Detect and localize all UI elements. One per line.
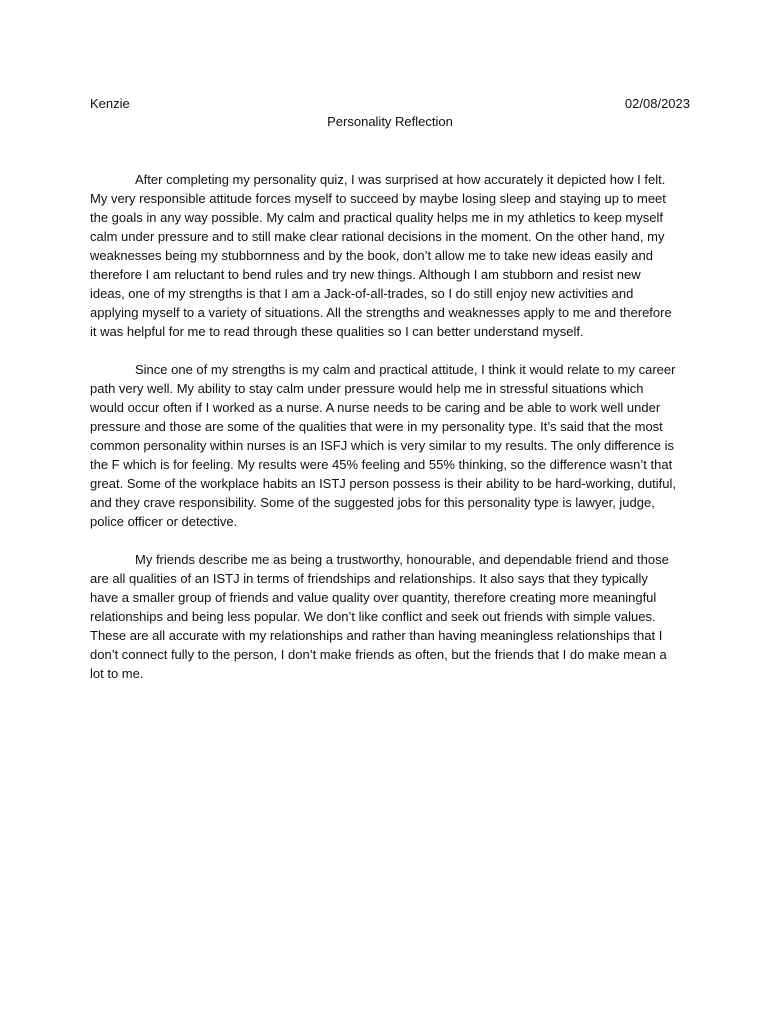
document-header [90, 95, 690, 113]
author-name: Kenzie [90, 96, 130, 111]
document-date: 02/08/2023 [624, 96, 690, 111]
document-body [90, 170, 678, 702]
document-title: Personality Reflection [327, 114, 453, 129]
paragraph-3: My friends describe me as being a trustworthy, honourable, and dependable friend and those are all qualities of an ISTJ in terms of friendships and relationships. It also says that they typically have a smaller group of friends and value quality over quantity, therefore creating more meaningful relationships and being less popular. We don’t like conflict and seek out friends with simple values. These are all accurate with my relationships and rather than having meaningless relationships that I don’t connect fully to the person, I don’t make friends as often, but the friends that I do make mean a lot to me. [90, 552, 669, 681]
paragraph-2: Since one of my strengths is my calm and practical attitude, I think it would relate to my career path very well. My ability to stay calm under pressure would help me in stressful situations which would occur often if I worked as a nurse. A nurse needs to be caring and be able to work well under pressure and those are some of the qualities that were in my personality type. It’s said that the most common personality within nurses is an ISFJ which is very similar to my results. The only difference is the F which is for feeling. My results were 45% feeling and 55% thinking, so the difference wasn’t that great. Some of the workplace habits an ISTJ person possess is their ability to be hard-working, dutiful, and they crave responsibility. Some of the suggested jobs for this personality type is lawyer, judge, police officer or detective. [90, 362, 677, 529]
paragraph-1: After completing my personality quiz, I was surprised at how accurately it depicted how I felt. My very responsible attitude forces myself to succeed by maybe losing sleep and staying up to meet the goals in any way possible. My calm and practical quality helps me in my athletics to keep myself calm under pressure and to still make clear rational decisions in the moment. On the other hand, my weaknesses being my stubbornness and by the book, don’t allow me to take new ideas easily and therefore I am reluctant to bend rules and try new things. Although I am stubborn and resist new ideas, one of my strengths is that I am a Jack-of-all-trades, so I do still enjoy new activities and applying myself to a variety of situations. All the strengths and weaknesses apply to me and therefore it was helpful for me to read through these qualities so I can better understand myself. [90, 172, 672, 339]
